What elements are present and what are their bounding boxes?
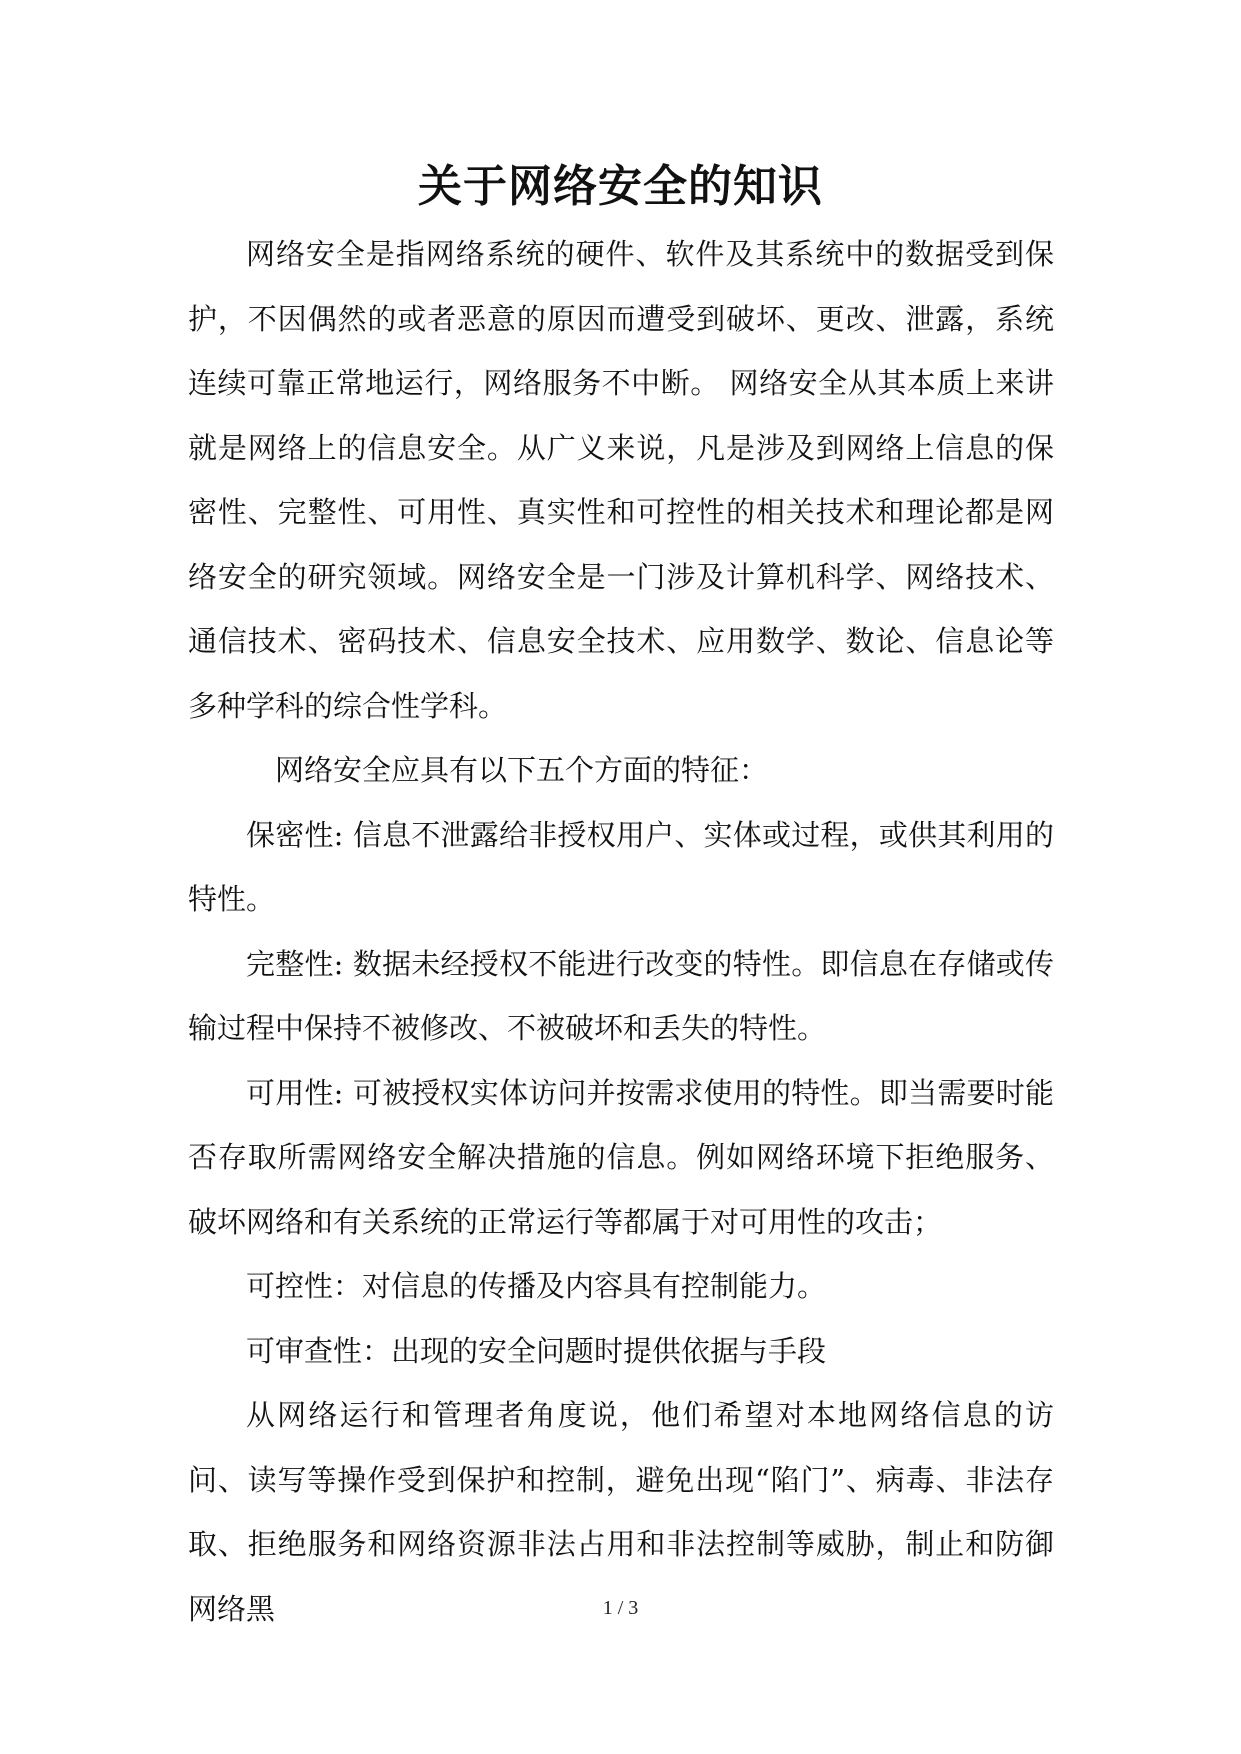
paragraph-features-heading: 网络安全应具有以下五个方面的特征： xyxy=(275,753,769,787)
paragraph-integrity: 完整性: 数据未经授权不能进行改变的特性。即信息在存储或传输过程中保持不被修改、不被破坏和丢失的特性。 xyxy=(188,946,1054,1045)
paragraph-intro: 网络安全是指网络系统的硬件、软件及其系统中的数据受到保护，不因偶然的或者恶意的原因而遭受到破坏、更改、泄露，系统连续可靠正常地运行，网络服务不中断。 网络安全从其本质上来讲就是网络上的信息安全。从广义来说，凡是涉及到网络上信息的保密性、完整性、可用性、真实性和可控性的相关技术和理论都是网络安全的研究领域。网络安全是一门涉及计算机科学、网络技术、通信技术、密码技术、信息安全技术、应用数学、数论、信息论等多种学科的综合性学科。 xyxy=(188,237,1054,723)
document-body xyxy=(188,222,1054,1641)
paragraph-operator-perspective: 从网络运行和管理者角度说，他们希望对本地网络信息的访问、读写等操作受到保护和控制，避免出现“陷门”、病毒、非法存取、拒绝服务和网络资源非法占用和非法控制等威胁，制止和防御网络黑 xyxy=(188,1398,1054,1626)
paragraph-availability: 可用性: 可被授权实体访问并按需求使用的特性。即当需要时能否存取所需网络安全解决措施的信息。例如网络环境下拒绝服务、破坏网络和有关系统的正常运行等都属于对可用性的攻击； xyxy=(188,1075,1054,1239)
paragraph-confidentiality: 保密性: 信息不泄露给非授权用户、实体或过程，或供其利用的特性。 xyxy=(188,817,1054,916)
page-number: 1 / 3 xyxy=(602,1597,639,1619)
document-title: 关于网络安全的知识 xyxy=(418,161,823,212)
paragraph-controllability: 可控性：对信息的传播及内容具有控制能力。 xyxy=(246,1269,827,1303)
paragraph-auditability: 可审查性：出现的安全问题时提供依据与手段 xyxy=(246,1333,827,1368)
